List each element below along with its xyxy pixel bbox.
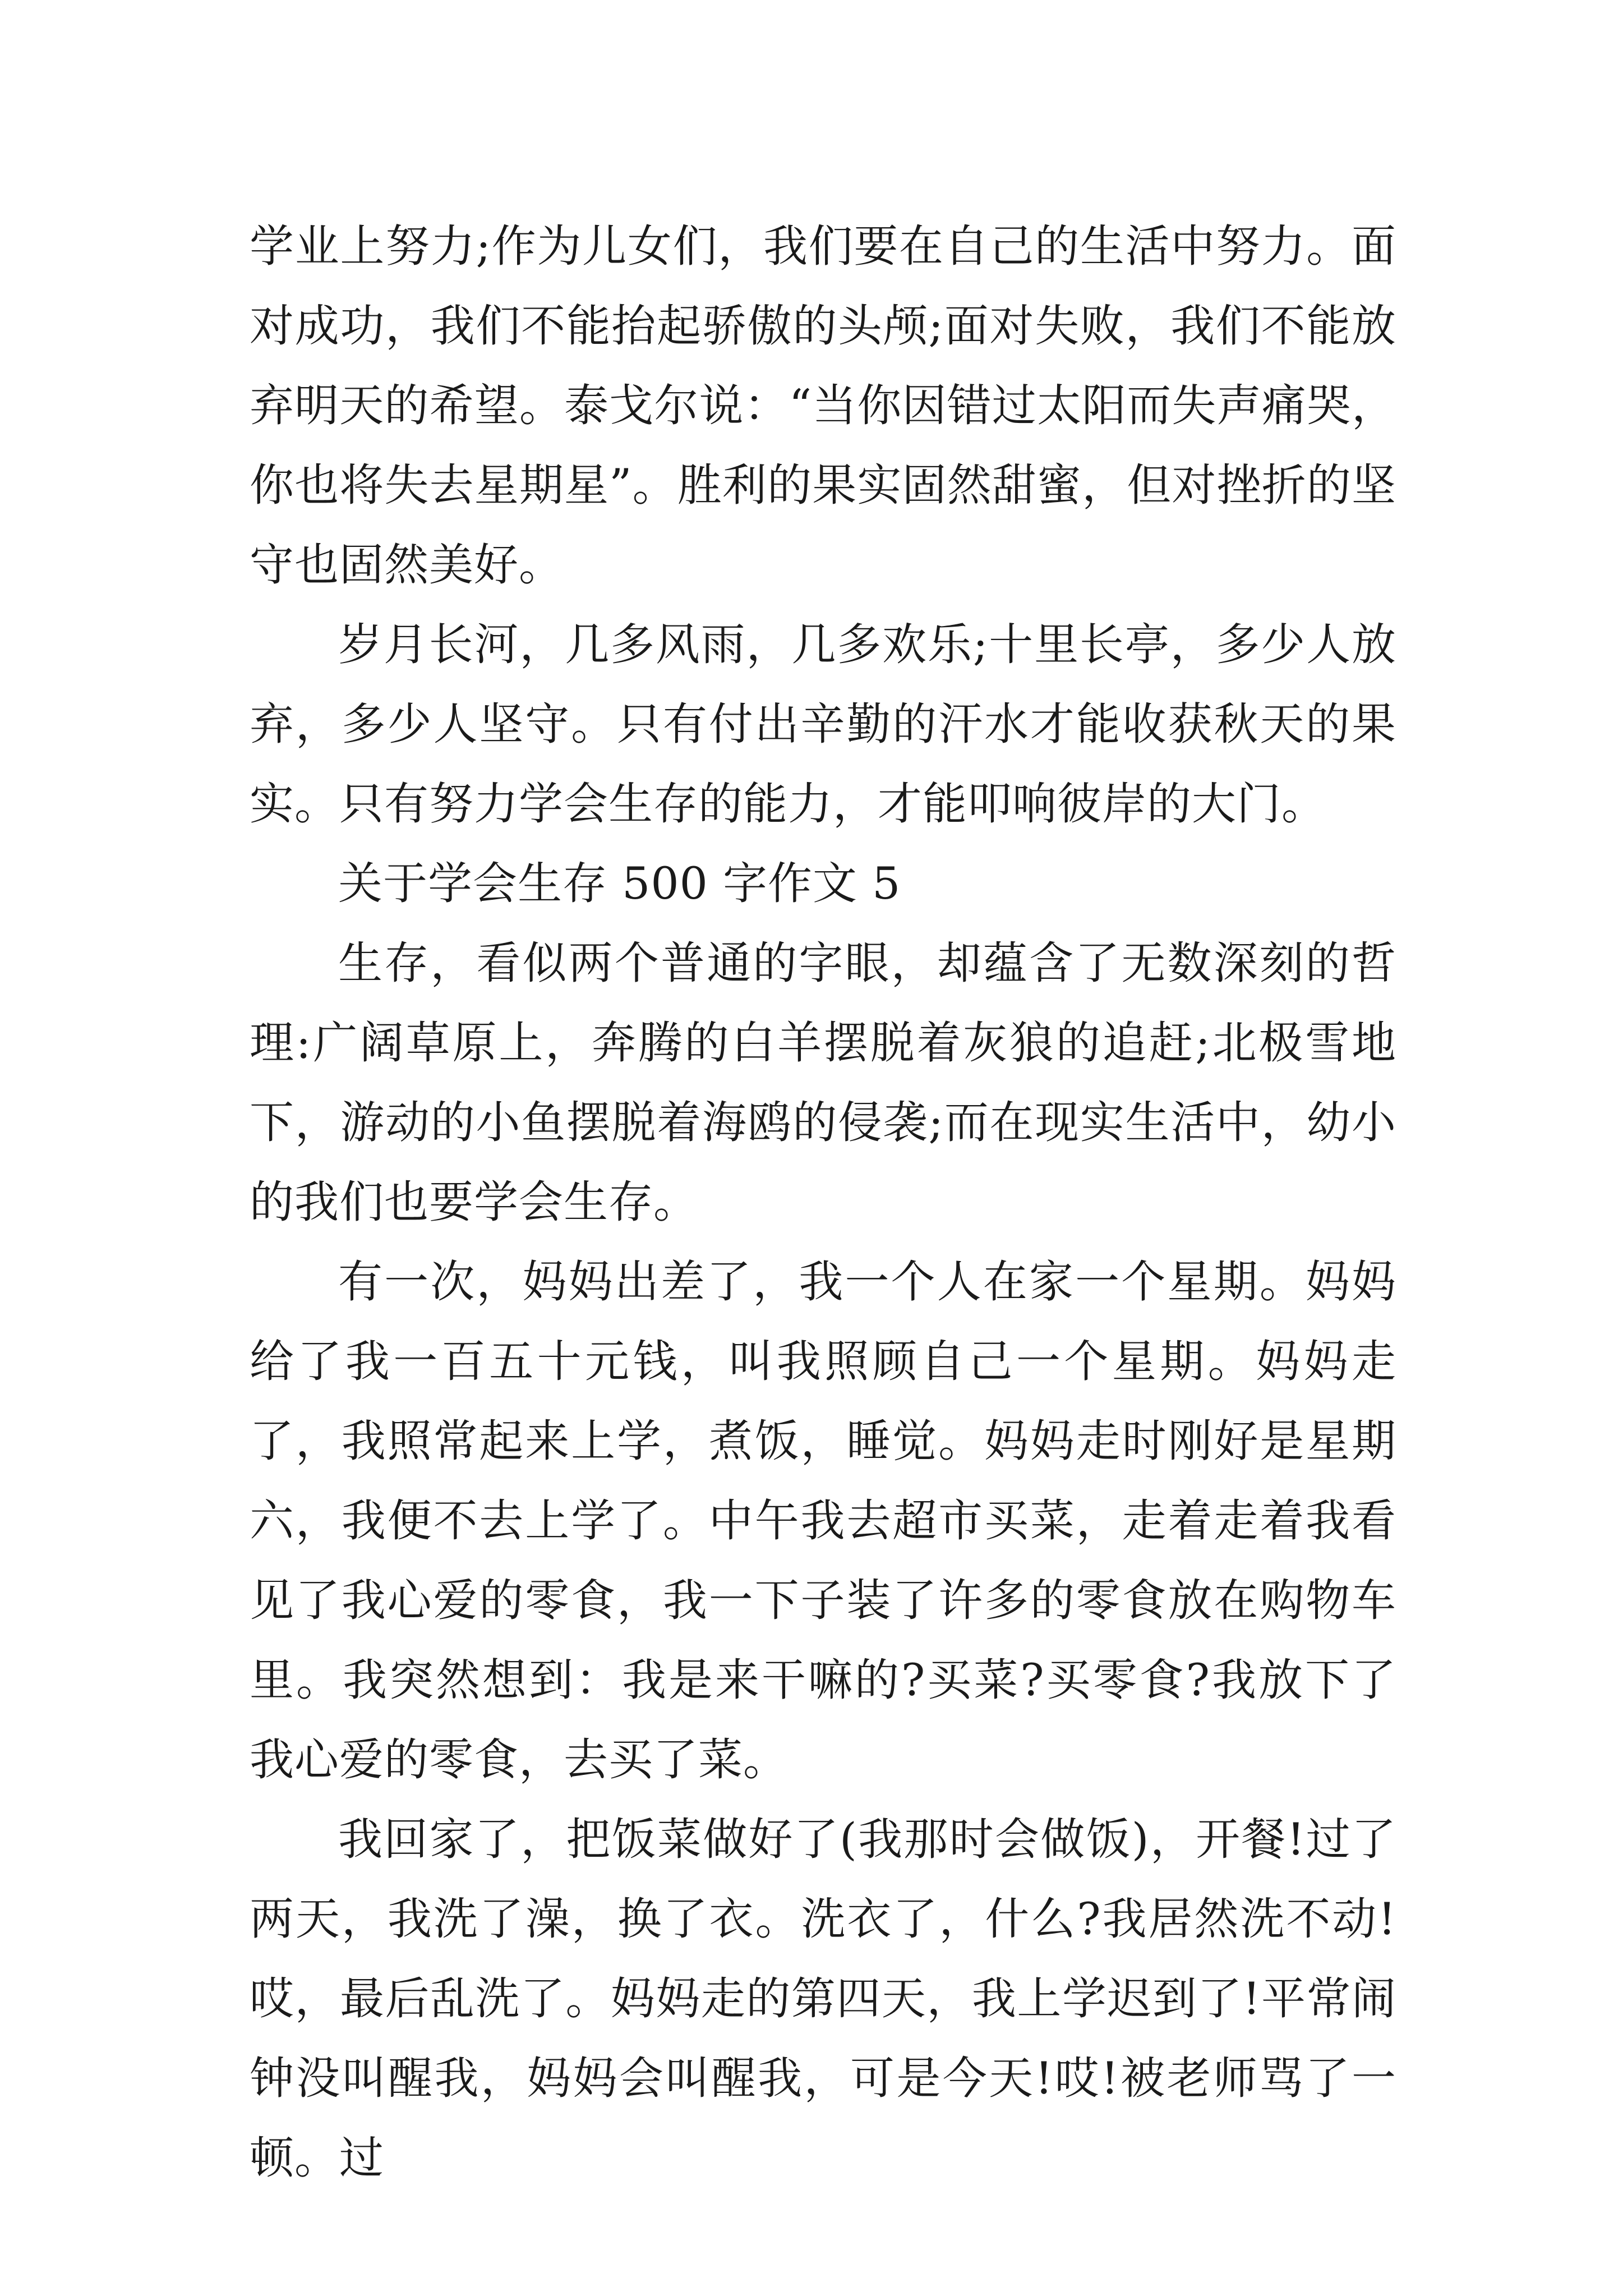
paragraph-3: 生存，看似两个普通的字眼，却蕴含了无数深刻的哲理:广阔草原上，奔腾的白羊摆脱着灰狼的追赶;北极雪地下，游动的小鱼摆脱着海鸥的侵袭;而在现实生活中，幼小的我们也要学会生存。	[250, 937, 1396, 1228]
paragraph-2: 岁月长河，几多风雨，几多欢乐;十里长亭，多少人放弃，多少人坚守。只有付出辛勤的汗水才能收获秋天的果实。只有努力学会生存的能力，才能叩响彼岸的大门。	[250, 619, 1396, 830]
paragraph-1: 学业上努力;作为儿女们，我们要在自己的生活中努力。面对成功，我们不能抬起骄傲的头颅;面对失败，我们不能放弃明天的希望。泰戈尔说：“当你因错过太阳而失声痛哭，你也将失去星期星”。胜利的果实固然甜蜜，但对挫折的坚守也固然美好。	[250, 220, 1396, 591]
document-body	[250, 206, 1396, 2198]
paragraph-4: 有一次，妈妈出差了，我一个人在家一个星期。妈妈给了我一百五十元钱，叫我照顾自己一个星期。妈妈走了，我照常起来上学，煮饭，睡觉。妈妈走时刚好是星期六，我便不去上学了。中午我去超市买菜，走着走着我看见了我心爱的零食，我一下子装了许多的零食放在购物车里。我突然想到：我是来干嘛的?买菜?买零食?我放下了我心爱的零食，去买了菜。	[250, 1256, 1396, 1786]
paragraph-5: 我回家了，把饭菜做好了(我那时会做饭)，开餐!过了两天，我洗了澡，换了衣。洗衣了，什么?我居然洗不动!哎，最后乱洗了。妈妈走的第四天，我上学迟到了!平常闹钟没叫醒我，妈妈会叫醒我，可是今天!哎!被老师骂了一顿。过	[250, 1814, 1396, 2184]
section-heading: 关于学会生存 500 字作文 5	[338, 858, 901, 909]
